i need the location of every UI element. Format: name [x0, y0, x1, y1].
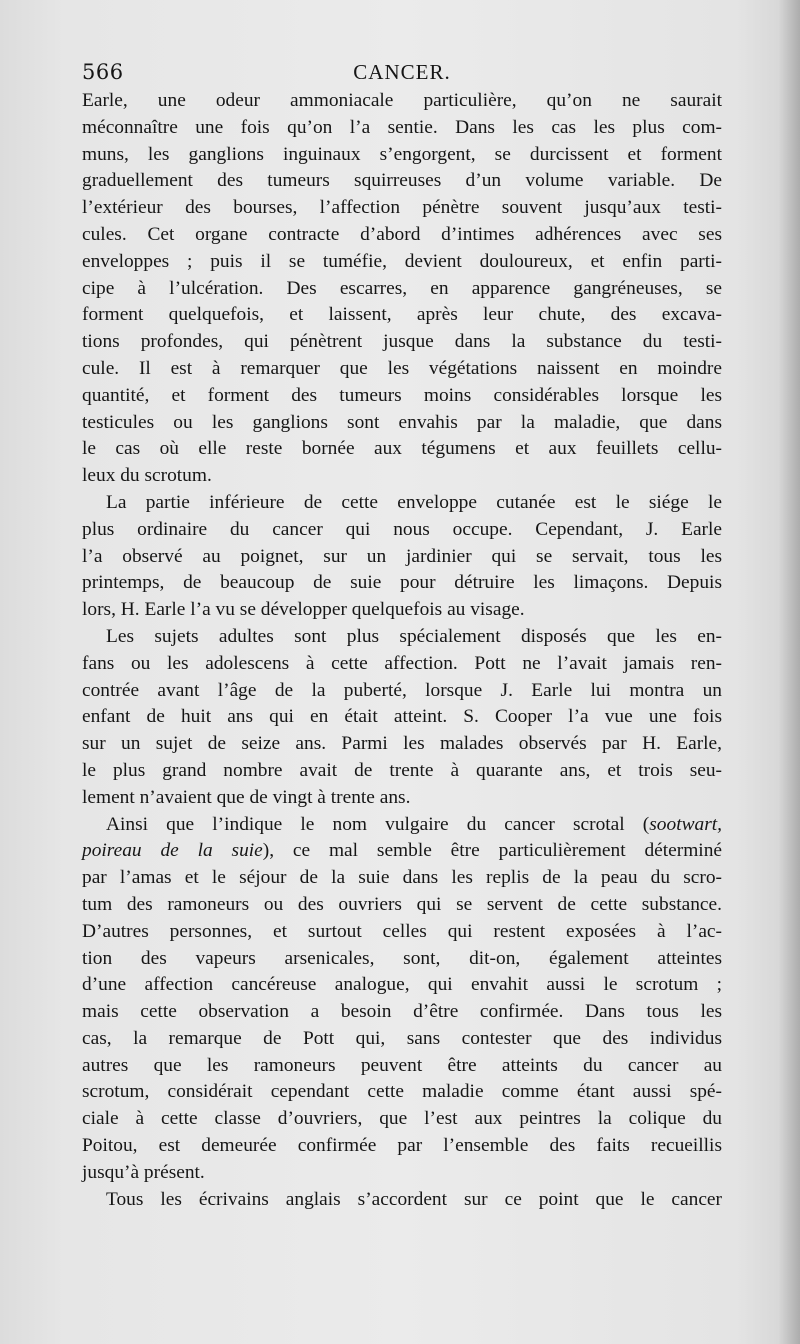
text-line: graduellement des tumeurs squirreuses d’un volume variable. De [82, 170, 722, 192]
text-line: Poitou, est demeurée confirmée par l’ensemble des faits recueillis [82, 1135, 722, 1157]
text-line: lement n’avaient que de vingt à trente ans. [82, 786, 411, 808]
page-number: 566 [82, 60, 124, 84]
text-line: tum des ramoneurs ou des ouvriers qui se servent de cette substance. [82, 893, 722, 915]
text-line: autres que les ramoneurs peuvent être atteints du cancer au [82, 1054, 722, 1076]
text-line: contrée avant l’âge de la puberté, lorsque J. Earle lui montra un [82, 679, 722, 701]
text-line: cas, la remarque de Pott qui, sans contester que des individus [82, 1027, 722, 1049]
text-line: scrotum, considérait cependant cette maladie comme étant aussi spé- [82, 1081, 722, 1103]
text-line: Les sujets adultes sont plus spécialement disposés que les en- [106, 625, 722, 647]
text-line: mais cette observation a besoin d’être confirmée. Dans tous les [82, 1001, 722, 1023]
text-line: enfant de huit ans qui en était atteint. S. Cooper l’a vue une fois [82, 706, 722, 728]
text-segment: Ainsi que l’indique le nom vulgaire du cancer scrotal ( [106, 813, 650, 835]
paragraph-1 [82, 88, 722, 490]
text-line: l’extérieur des bourses, l’affection pénètre souvent jusqu’aux testi- [82, 197, 722, 219]
italic-term: poireau de la suie [82, 840, 263, 862]
paragraph-3 [82, 624, 722, 812]
text-line: muns, les ganglions inguinaux s’engorgent, se durcissent et forment [82, 143, 722, 165]
paragraph-5 [82, 1187, 722, 1214]
text-line: sur un sujet de seize ans. Parmi les malades observés par H. Earle, [82, 733, 722, 755]
text-segment: ), ce mal semble être particulièrement déterminé [262, 840, 722, 862]
paragraph-2 [82, 490, 722, 624]
text-line [82, 812, 722, 839]
text-line: le plus grand nombre avait de trente à quarante ans, et trois seu- [82, 759, 722, 781]
text-line: tion des vapeurs arsenicales, sont, dit-on, également atteintes [82, 947, 722, 969]
text-line: plus ordinaire du cancer qui nous occupe. Cependant, J. Earle [82, 518, 722, 540]
text-line: cipe à l’ulcération. Des escarres, en apparence gangréneuses, se [82, 277, 722, 299]
text-line: Earle, une odeur ammoniacale particulière, qu’on ne saurait [82, 90, 722, 111]
running-title: CANCER. [353, 60, 451, 84]
text-line: méconnaître une fois qu’on l’a sentie. Dans les cas les plus com- [82, 116, 722, 138]
text-line: jusqu’à présent. [82, 1161, 205, 1183]
text-line: cules. Cet organe contracte d’abord d’intimes adhérences avec ses [82, 223, 722, 245]
text-line: d’une affection cancéreuse analogue, qui envahit aussi le scrotum ; [82, 974, 722, 996]
text-line: enveloppes ; puis il se tuméfie, devient douloureux, et enfin parti- [82, 250, 722, 272]
text-line: quantité, et forment des tumeurs moins considérables lorsque les [82, 384, 722, 406]
text-line: cule. Il est à remarquer que les végétations naissent en moindre [82, 357, 722, 379]
text-line: ciale à cette classe d’ouvriers, que l’est aux peintres la colique du [82, 1108, 722, 1130]
text-line: par l’amas et le séjour de la suie dans les replis de la peau du scro- [82, 867, 722, 889]
paragraph-4 [82, 812, 722, 1187]
text-line: forment quelquefois, et laissent, après leur chute, des excava- [82, 304, 722, 326]
text-line: le cas où elle reste bornée aux tégumens et aux feuillets cellu- [82, 438, 722, 460]
text-line: fans ou les adolescens à cette affection. Pott ne l’avait jamais ren- [82, 652, 722, 674]
page-header [82, 60, 722, 90]
text-line: D’autres personnes, et surtout celles qui restent exposées à l’ac- [82, 920, 722, 942]
text-line: tions profondes, qui pénètrent jusque dans la substance du testi- [82, 331, 722, 353]
text-line: l’a observé au poignet, sur un jardinier qui se servait, tous les [82, 545, 722, 567]
italic-term: sootwart, [649, 813, 722, 835]
text-line: printemps, de beaucoup de suie pour détruire les limaçons. Depuis [82, 572, 722, 594]
text-line: lors, H. Earle l’a vu se développer quelquefois au visage. [82, 599, 525, 621]
text-line: testicules ou les ganglions sont envahis par la maladie, que dans [82, 411, 722, 433]
text-line: leux du scrotum. [82, 465, 212, 487]
body-text [82, 88, 722, 1213]
text-line: Tous les écrivains anglais s’accordent sur ce point que le cancer [106, 1188, 722, 1210]
text-line [82, 838, 722, 865]
text-line: La partie inférieure de cette enveloppe cutanée est le siége le [106, 491, 722, 513]
